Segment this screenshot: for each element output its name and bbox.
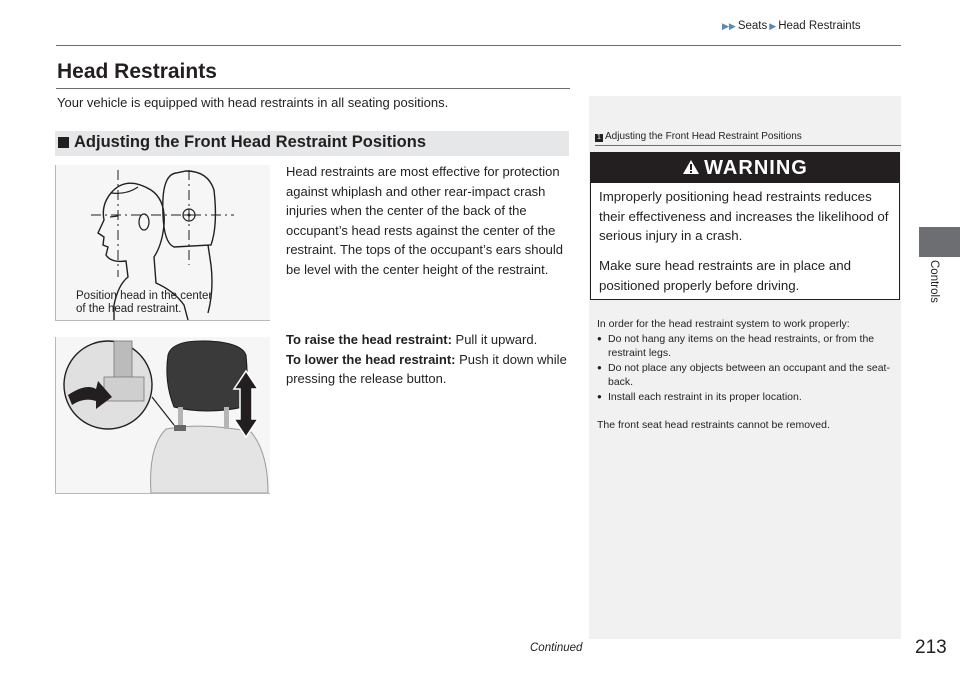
note-bullet-list: [597, 332, 897, 405]
warning-header: [591, 153, 899, 183]
continued-label: Continued: [530, 642, 583, 654]
page-title: Head Restraints: [57, 60, 217, 83]
warning-box: [590, 152, 900, 300]
warning-triangle-icon: [682, 159, 700, 175]
reference-icon: 1: [595, 134, 603, 142]
section-heading-text: Adjusting the Front Head Restraint Positions: [74, 133, 427, 151]
breadcrumb-section[interactable]: Seats: [737, 20, 768, 32]
body-text: Head restraints are most effective for protection against whiplash and other rear-impact crash injuries when the center of the back of the occupant’s head rests against the center of the restraint. The tops of the occupant’s ears should be level with the center height of the restraint.: [286, 164, 564, 277]
lower-step-text: Push it down while pressing the release button.: [286, 351, 567, 386]
breadcrumb-page[interactable]: Head Restraints: [778, 20, 861, 32]
lower-step-label: To lower the head restraint:: [286, 351, 456, 367]
note-intro: In order for the head restraint system to work properly:: [597, 318, 850, 330]
note-body: [597, 317, 897, 433]
triangle-icon: ▶▶: [722, 21, 736, 31]
note-title: [595, 131, 802, 142]
figure-caption: [76, 290, 212, 315]
raise-step-text: Pull it upward.: [451, 332, 538, 347]
intro-text: Your vehicle is equipped with head restraints in all seating positions.: [57, 95, 449, 110]
warning-paragraph-2: Make sure head restraints are in place and positioned properly before driving.: [599, 258, 852, 293]
side-tab-label-text: Controls: [928, 260, 940, 303]
note-title-text: Adjusting the Front Head Restraint Positions: [605, 131, 802, 142]
side-tab-marker[interactable]: [919, 227, 960, 257]
lower-step: [286, 350, 576, 389]
note-divider: [595, 145, 901, 146]
side-tab-label[interactable]: [926, 260, 942, 320]
warning-paragraph-1: Improperly positioning head restraints reduces their effectiveness and increases the likelihood of serious injury in a crash.: [599, 189, 889, 243]
warning-label: WARNING: [704, 157, 808, 179]
breadcrumb: [720, 20, 861, 32]
square-bullet-icon: [58, 137, 69, 148]
title-divider: [56, 88, 570, 89]
list-item: ● Install each restraint in its proper location.: [597, 390, 897, 405]
figure-caption-line2: of the head restraint.: [76, 302, 182, 315]
raise-step-label: To raise the head restraint:: [286, 332, 452, 347]
figure-caption-line1: Position head in the center: [76, 290, 213, 302]
top-divider: [56, 45, 901, 46]
list-item: ● Do not place any objects between an occupant and the seat-back.: [597, 361, 897, 390]
raise-step: [286, 330, 576, 350]
adjust-steps: [286, 330, 576, 389]
list-item: ● Do not hang any items on the head restraints, or from the restraint legs.: [597, 332, 897, 361]
triangle-icon: ▶: [769, 21, 777, 31]
page-number: 213: [915, 637, 947, 658]
section-heading: [55, 131, 569, 156]
head-restraint-adjust-illustration: [55, 337, 270, 494]
note-last-paragraph: The front seat head restraints cannot be removed.: [597, 419, 830, 431]
